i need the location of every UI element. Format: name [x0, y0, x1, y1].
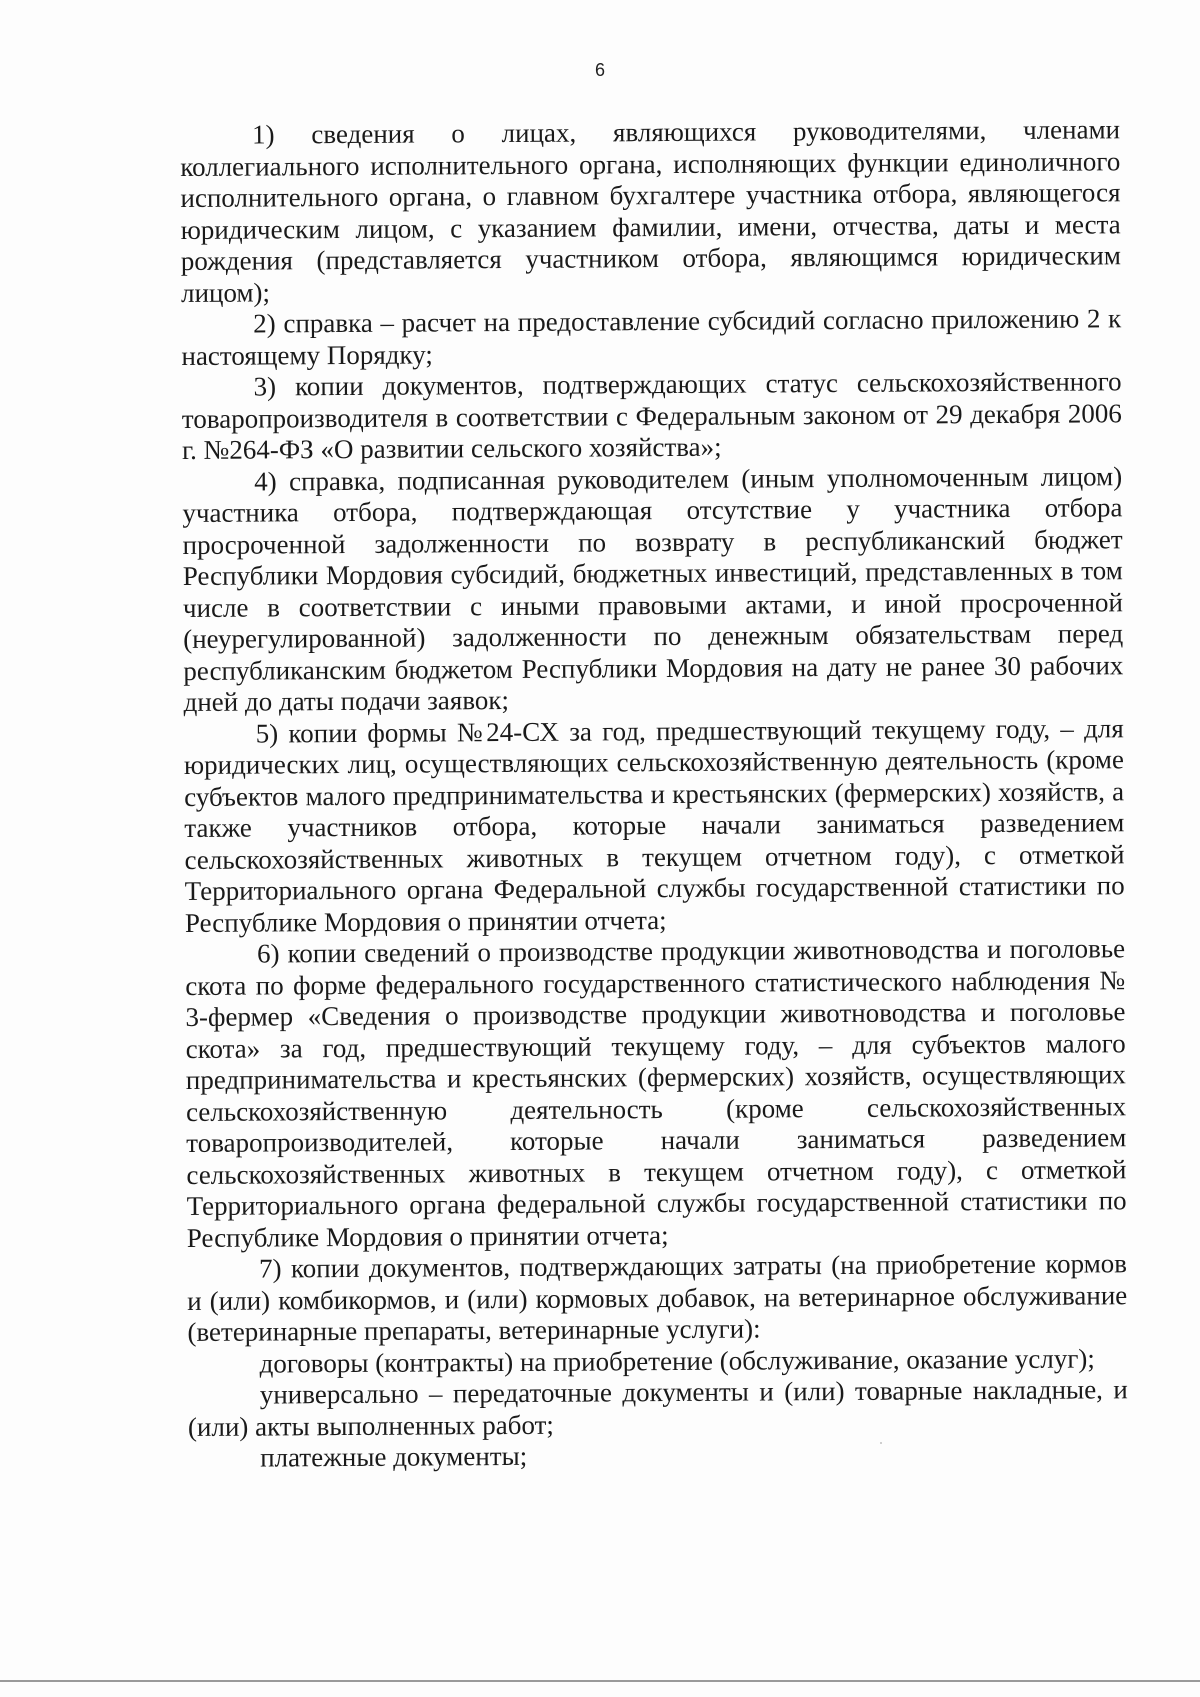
paragraph-item-1: 1) сведения о лицах, являющихся руководителями, членами коллегиального исполнительного органа, исполняющих функции единоличного исполнительного органа, о главном бухгалтере участника отбора, являющегося юридическим лицом, с указанием фамилии, имени, отчества, даты и места рождения (представляется участником отбора, являющимся юридическим лицом); — [180, 114, 1121, 308]
paragraph-transfer-documents: универсально – передаточные документы и (или) товарные накладные, и (или) акты выполненных работ; — [187, 1374, 1128, 1442]
paragraph-item-3: 3) копии документов, подтверждающих статус сельскохозяйственного товаропроизводителя в соответствии с Федеральным законом от 29 декабря 2006 г. №264-ФЗ «О развитии сельского хозяйства»; — [181, 366, 1122, 465]
paragraph-item-4: 4) справка, подписанная руководителем (иным уполномоченным лицом) участника отбора, подтверждающая отсутствие у участника отбора просроченной задолженности по возврату в республиканский бюджет Республики Мордовия субсидий, бюджетных инвестиций, представленных в том числе в соответствии с иными правовыми актами, и иной просроченной (неурегулированной) задолженности по денежным обязательствам перед республиканским бюджетом Республики Мордовия на дату не ранее 30 рабочих дней до даты подачи заявок; — [182, 460, 1124, 717]
paragraph-item-2: 2) справка – расчет на предоставление субсидий согласно приложению 2 к настоящему Порядку; — [181, 303, 1122, 371]
paragraph-item-6: 6) копии сведений о производстве продукции животноводства и поголовье скота по форме федерального государственного статистического наблюдения № 3-фермер «Сведения о производстве продукции животноводства и поголовье скота» за год, предшествующий текущему году, – для субъектов малого предпринимательства и крестьянских (фермерских) хозяйств, осуществляющих сельскохозяйственную деятельность (кроме сельскохозяйственных товаропроизводителей, которые начали заниматься разведением сельскохозяйственных животных в текущем отчетном году), с отметкой Территориального органа федеральной службы государственной статистики по Республике Мордовия о принятии отчета; — [185, 933, 1127, 1253]
paragraph-contracts: договоры (контракты) на приобретение (обслуживание, оказание услуг); — [259, 1342, 1095, 1379]
document-body — [180, 114, 1128, 1474]
paragraph-payment-documents: платежные документы; — [260, 1440, 528, 1473]
scan-speck — [880, 1442, 882, 1444]
paragraph-item-5: 5) копии формы №24-СХ за год, предшествующий текущему году, – для юридических лиц, осуществляющих сельскохозяйственную деятельность (кроме субъектов малого предпринимательства и крестьянских (фермерских) хозяйств, а также участников отбора, которые начали заниматься разведением сельскохозяйственных животных в текущем отчетном году), с отметкой Территориального органа Федеральной службы государственной статистики по Республике Мордовия о принятии отчета; — [183, 712, 1125, 938]
paragraph-item-7: 7) копии документов, подтверждающих затраты (на приобретение кормов и (или) комбикормов, и (или) кормовых добавок, на ветеринарное обслуживание (ветеринарные препараты, ветеринарные услуги): — [187, 1248, 1128, 1347]
page-number: 6 — [594, 60, 605, 80]
scan-edge-line — [0, 1680, 1200, 1682]
